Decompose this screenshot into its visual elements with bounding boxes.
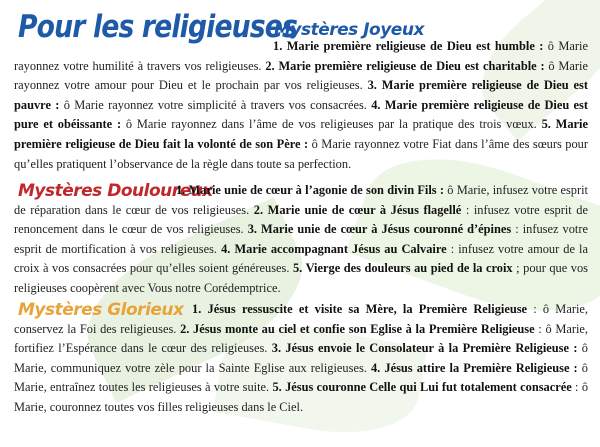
heading-mysteres-joyeux: Mystères Joyeux: [274, 20, 424, 40]
mystery-text: ô Marie, infusez votre esprit de réparation dans le cœur de vos religieuses.: [14, 183, 588, 217]
page-title: Pour les religieuses: [18, 9, 298, 45]
mystery-text: ; pour que vos religieuses coopèrent avec Vous notre Corédemptrice.: [14, 261, 588, 295]
mystery-label: 4. Jésus attire la Première Religieuse :: [370, 360, 578, 375]
paragraph-mysteres-joyeux: [14, 37, 588, 174]
paragraph-mysteres-douloureux: [14, 181, 588, 299]
mystery-text: : infusez votre esprit de renoncement dans le cœur de vos religieuses.: [14, 202, 588, 237]
mystery-label: 4. Marie première religieuse de Dieu est pure et obéissante :: [14, 97, 589, 132]
mystery-label: 2. Marie première religieuse de Dieu est charitable :: [265, 58, 545, 73]
mystery-label: 4. Marie accompagnant Jésus au Calvaire: [221, 241, 447, 256]
mystery-text: : infusez votre esprit de mortification à vos religieuses.: [14, 222, 588, 256]
mystery-text: ô Marie rayonnez votre Fiat dans l’âme des sœurs pour qu’elles pratiquent l’observance de la règle dans toute sa perfection.: [14, 136, 588, 171]
mystery-text: ô Marie rayonnez votre humilité à travers vos religieuses.: [14, 39, 588, 73]
mystery-text: ô Marie, entraînez toutes les religieuses à votre suite.: [14, 360, 588, 395]
mystery-text: ô Marie rayonnez dans l’âme de vos religieuses par la pratique des trois vœux.: [121, 117, 542, 132]
mystery-text: ô Marie rayonnez votre simplicité à travers vos consacrées.: [59, 97, 372, 112]
mystery-label: 1. Jésus ressuscite et visite sa Mère, la Première Religieuse: [192, 302, 528, 316]
mystery-label: 2. Jésus monte au ciel et confie son Eglise à la Première Religieuse: [180, 321, 535, 336]
mystery-label: 3. Marie première religieuse de Dieu est pauvre :: [14, 78, 588, 112]
mystery-label: 2. Marie unie de cœur à Jésus flagellé: [253, 202, 462, 217]
mystery-label: 3. Jésus envoie le Consolateur à la Première Religieuse :: [271, 341, 578, 356]
mystery-label: 3. Marie unie de cœur à Jésus couronné d’épines: [247, 222, 512, 237]
mystery-text: : infusez votre amour de la croix à vos consacrées pour qu’elles soient généreuses.: [14, 241, 588, 276]
mystery-text: : ô Marie, couronnez toutes vos filles religieuses dans le Ciel.: [14, 380, 589, 414]
mystery-label: 1. Marie unie de cœur à l’agonie de son divin Fils :: [176, 183, 445, 197]
mystery-text: : ô Marie, fortifiez l’Espérance dans le cœur des religieuses.: [14, 321, 589, 356]
mystery-text: ô Marie, communiquez votre zèle pour la Sainte Eglise aux religieuses.: [14, 341, 588, 375]
mystery-text: ô Marie rayonnez votre amour pour Dieu et le prochain par vos religieuses.: [14, 58, 588, 93]
heading-mysteres-douloureux: Mystères Douloureux: [18, 181, 213, 201]
mystery-label: 5. Marie première religieuse de Dieu fait la volonté de son Père :: [14, 117, 588, 151]
mystery-label: 1. Marie première religieuse de Dieu est humble :: [273, 39, 544, 53]
heading-mysteres-glorieux: Mystères Glorieux: [18, 300, 184, 320]
mystery-label: 5. Jésus couronne Celle qui Lui fut totalement consacrée: [272, 380, 572, 395]
mystery-label: 5. Vierge des douleurs au pied de la croix: [292, 261, 513, 276]
mystery-text: : ô Marie, conservez la Foi des religieuses.: [14, 302, 588, 336]
paragraph-mysteres-glorieux: [14, 300, 588, 418]
